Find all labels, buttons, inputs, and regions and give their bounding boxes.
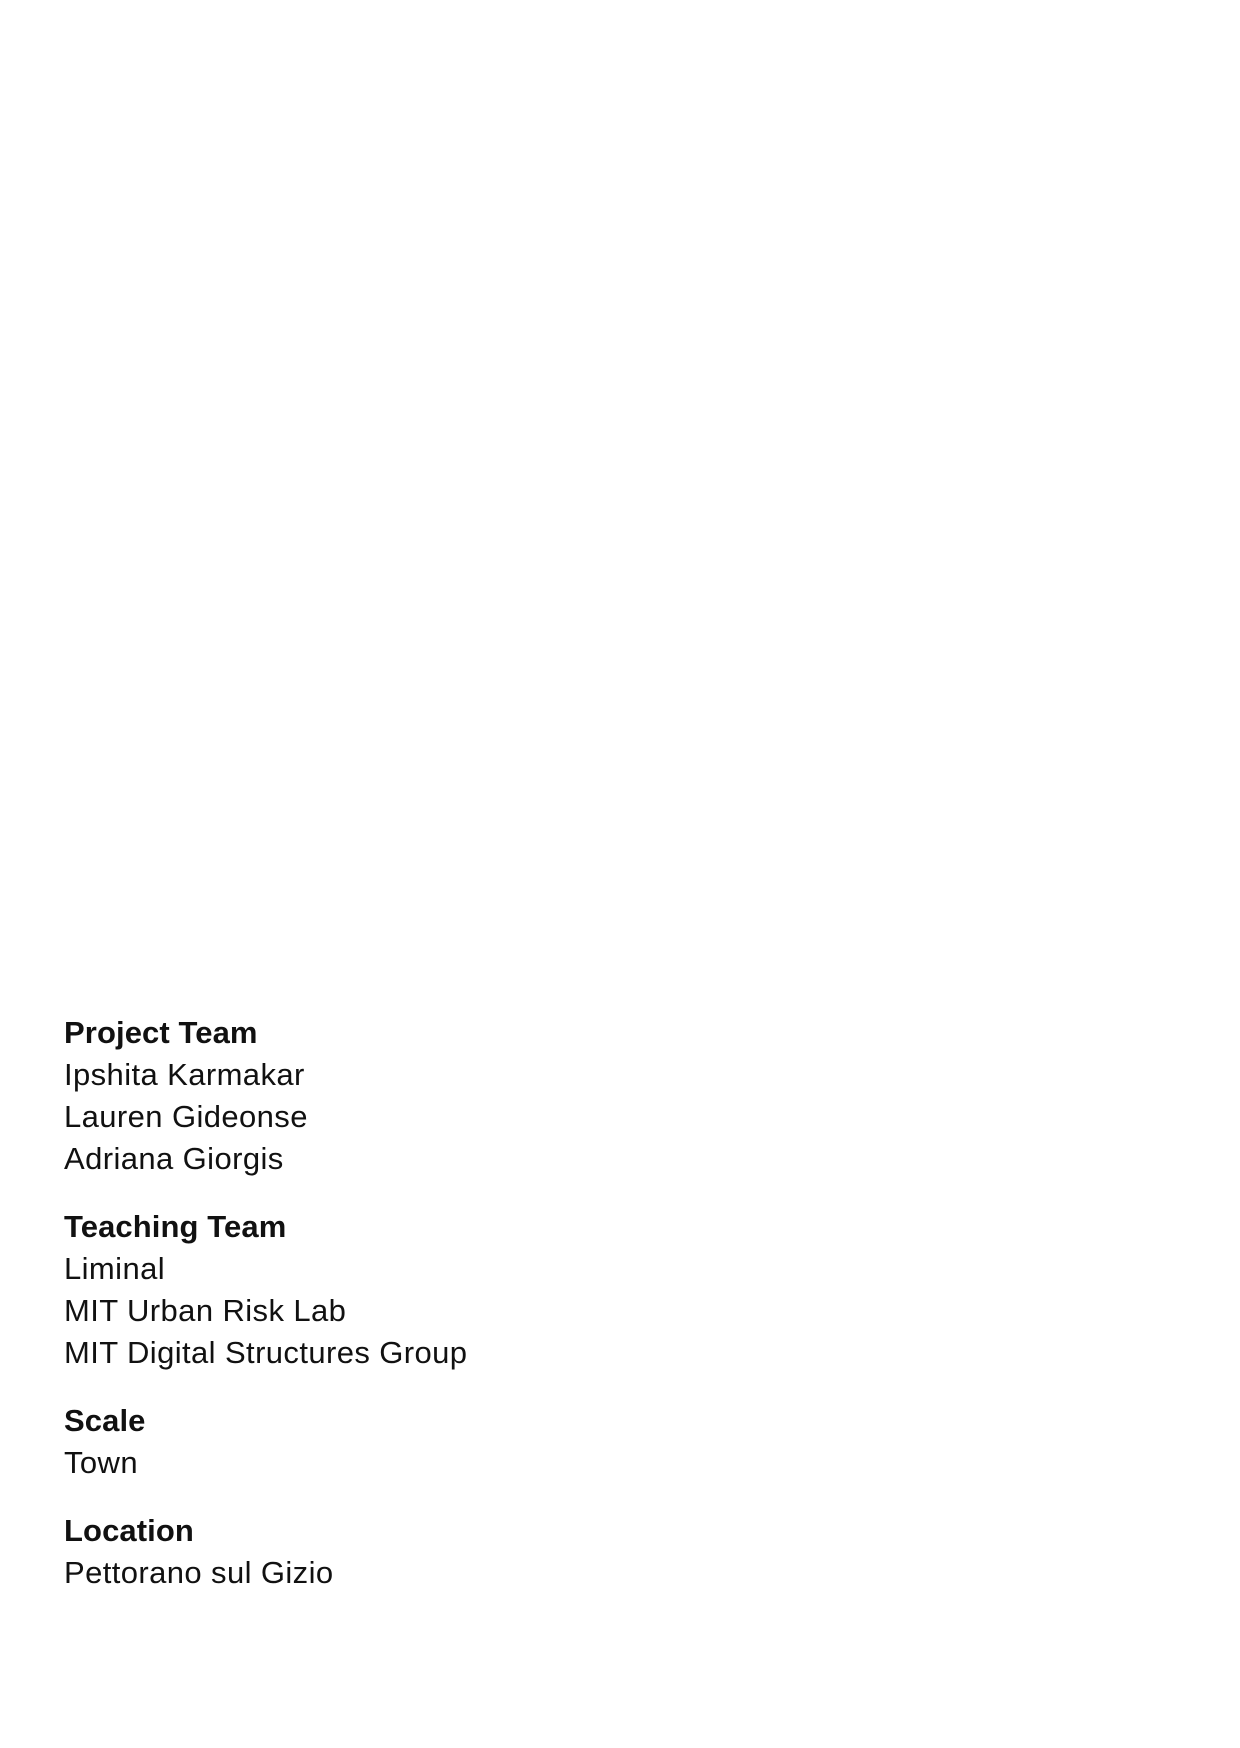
project-team-heading: Project Team <box>64 1015 258 1050</box>
teaching-team-member: MIT Urban Risk Lab <box>64 1293 347 1328</box>
teaching-team-list <box>64 1248 864 1374</box>
teaching-team-member: Liminal <box>64 1251 166 1286</box>
scale-value: Town <box>64 1445 138 1480</box>
location-value: Pettorano sul Gizio <box>64 1555 334 1590</box>
project-team-member: Lauren Gideonse <box>64 1099 308 1134</box>
location-section <box>64 1510 864 1594</box>
project-team-section <box>64 1012 864 1180</box>
project-team-member: Adriana Giorgis <box>64 1141 284 1176</box>
teaching-team-section <box>64 1206 864 1374</box>
credits-block <box>64 1012 864 1620</box>
project-team-member: Ipshita Karmakar <box>64 1057 305 1092</box>
scale-heading: Scale <box>64 1403 146 1438</box>
scale-section <box>64 1400 864 1484</box>
teaching-team-member: MIT Digital Structures Group <box>64 1335 468 1370</box>
project-team-list <box>64 1054 864 1180</box>
teaching-team-heading: Teaching Team <box>64 1209 287 1244</box>
location-heading: Location <box>64 1513 194 1548</box>
